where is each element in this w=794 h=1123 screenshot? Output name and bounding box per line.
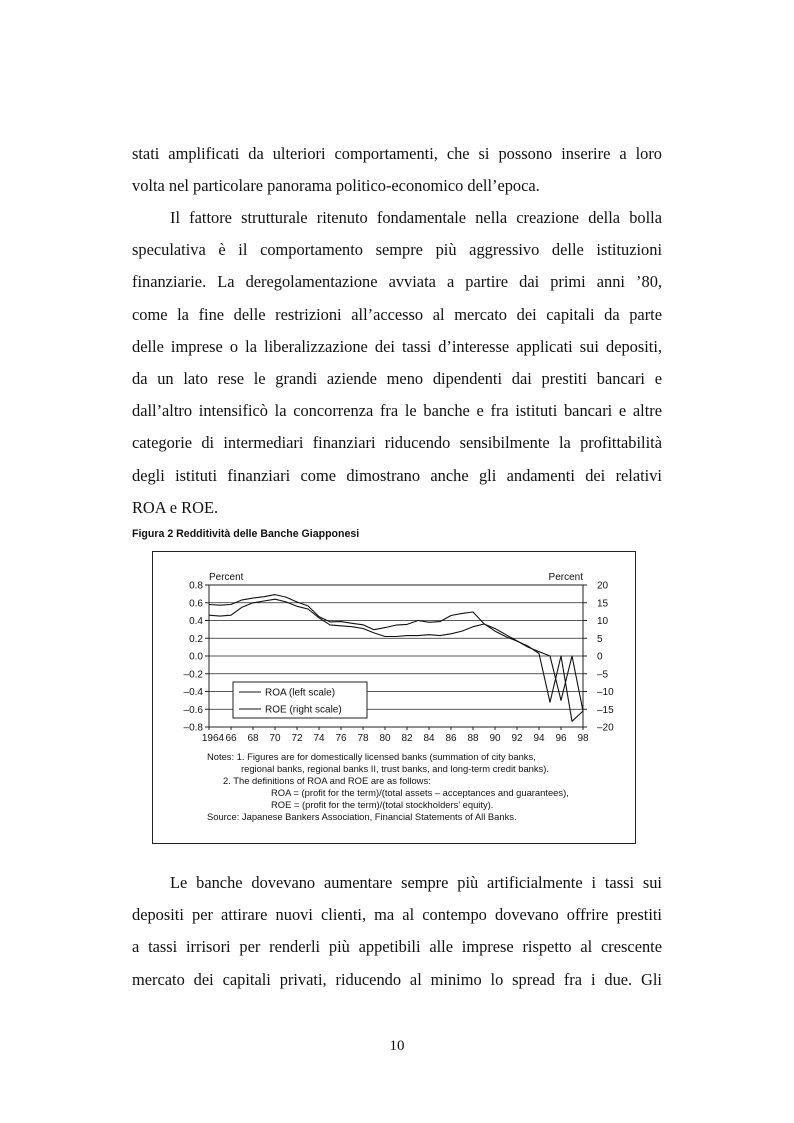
text-line: dall’altro intensificò la concorrenza fra le banche e fra istituti bancari e altre (132, 401, 662, 421)
x-tick-label: 66 (225, 733, 237, 744)
x-tick-label: 82 (401, 733, 413, 744)
x-tick-label: 1964 (201, 733, 225, 744)
right-tick-label: 0 (597, 651, 603, 663)
note-line: Notes: 1. Figures are for domestically licensed banks (summation of city banks, (207, 751, 536, 762)
note-line: regional banks, regional banks II, trust banks, and long-term credit banks). (241, 763, 549, 775)
x-tick-label: 74 (313, 733, 325, 744)
text-line: come la fine delle restrizioni all’accesso al mercato dei capitali da parte (132, 304, 662, 324)
x-tick-label: 88 (467, 733, 479, 744)
left-tick-label: –0.8 (183, 722, 203, 734)
right-tick-label: –10 (597, 687, 614, 698)
x-tick-label: 96 (555, 733, 567, 744)
text-line: Le banche dovevano aumentare sempre più artificialmente i tassi sui (170, 873, 662, 892)
left-tick-label: –0.2 (183, 669, 203, 681)
text-line: a tassi irrisori per renderli più appetibili alle imprese rispetto al crescente (132, 937, 662, 957)
figure-caption: Figura 2 Redditività delle Banche Giapponesi (132, 528, 360, 540)
x-tick-label: 70 (269, 733, 281, 744)
left-tick-label: 0.4 (189, 616, 203, 627)
x-tick-label: 94 (533, 733, 545, 744)
figure-frame (152, 551, 636, 844)
x-tick-label: 76 (335, 733, 347, 744)
left-axis-label: Percent (209, 572, 244, 583)
left-tick-label: 0.6 (189, 598, 203, 610)
x-tick-label: 78 (357, 733, 369, 744)
left-tick-label: 0.2 (189, 633, 203, 645)
legend-label: ROE (right scale) (265, 704, 342, 716)
paragraph-3 (132, 867, 662, 996)
x-tick-label: 98 (577, 733, 589, 744)
note-line: ROA = (profit for the term)/(total assets – acceptances and guarantees), (271, 787, 569, 799)
right-tick-label: –15 (597, 704, 614, 716)
page-number: 10 (389, 1038, 405, 1054)
text-line: ROA e ROE. (132, 497, 219, 517)
right-tick-label: –20 (597, 722, 614, 734)
legend-label: ROA (left scale) (265, 687, 336, 699)
note-line: 2. The definitions of ROA and ROE are as follows: (223, 775, 431, 787)
text-line: Il fattore strutturale ritenuto fondamentale nella creazione della bolla (170, 208, 662, 227)
x-tick-label: 80 (379, 733, 391, 744)
right-tick-label: 5 (597, 633, 603, 645)
text-line: da un lato rese le grandi aziende meno dipendenti dai prestiti bancari e (132, 368, 662, 388)
text-line: delle imprese o la liberalizzazione dei tassi d’interesse applicati sui depositi, (132, 336, 662, 356)
note-line: ROE = (profit for the term)/(total stockholders’ equity). (271, 799, 494, 811)
left-tick-label: 0.0 (189, 651, 203, 663)
paragraph-2 (132, 202, 662, 524)
note-line: Source: Japanese Bankers Association, Financial Statements of All Banks. (207, 811, 517, 823)
text-line: categorie di intermediari finanziari riducendo sensibilmente la profittabilità (132, 433, 662, 453)
right-tick-label: 20 (597, 580, 609, 592)
x-tick-label: 72 (291, 733, 303, 744)
text-line: stati amplificati da ulteriori comportamenti, che si possono inserire a loro (132, 144, 662, 163)
left-tick-label: 0.8 (189, 580, 203, 592)
figure-notes (207, 751, 569, 824)
paragraph-1 (132, 138, 662, 202)
x-tick-label: 92 (511, 733, 523, 744)
x-tick-label: 86 (445, 733, 457, 744)
text-line: mercato dei capitali privati, riducendo al minimo lo spread fra i due. Gli (132, 969, 662, 989)
text-line: depositi per attirare nuovi clienti, ma al contempo dovevano offrire prestiti (132, 905, 662, 925)
x-tick-label: 84 (423, 733, 435, 744)
right-axis-label: Percent (548, 572, 583, 583)
right-tick-label: 15 (597, 598, 609, 610)
x-tick-label: 68 (247, 733, 259, 744)
left-tick-label: –0.4 (183, 687, 203, 698)
left-tick-label: –0.6 (183, 704, 203, 716)
right-tick-label: –5 (597, 669, 609, 681)
text-line: volta nel particolare panorama politico-economico dell’epoca. (132, 176, 540, 196)
right-tick-label: 10 (597, 616, 609, 627)
text-line: speculativa è il comportamento sempre più aggressivo delle istituzioni (132, 240, 662, 260)
x-tick-label: 90 (489, 733, 501, 744)
text-line: finanziarie. La deregolamentazione avviata a partire dai primi anni ’80, (132, 272, 662, 292)
text-line: degli istituti finanziari come dimostrano anche gli andamenti dei relativi (132, 465, 662, 485)
